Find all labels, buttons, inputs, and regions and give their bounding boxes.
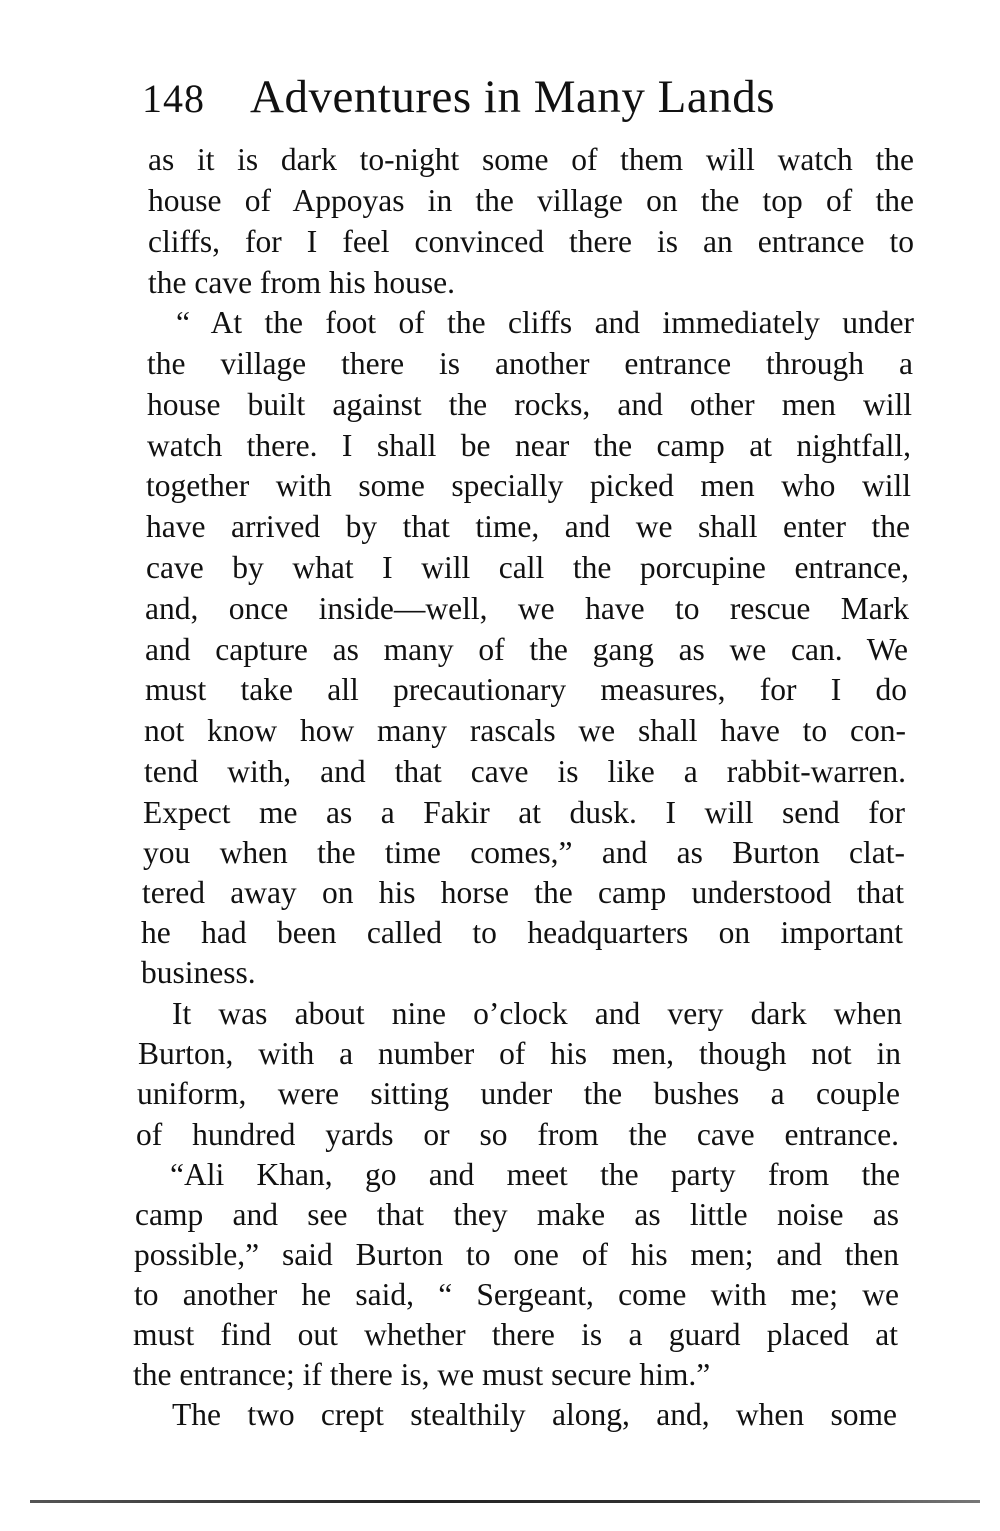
text-line: to another he said, “ Sergeant, come with me; we xyxy=(134,1277,899,1312)
text-line: business. xyxy=(141,955,256,990)
text-line: not know how many rascals we shall have to con- xyxy=(144,713,906,748)
text-line: watch there. I shall be near the camp at nightfall, xyxy=(147,428,911,463)
text-line: together with some specially picked men who will xyxy=(146,468,911,503)
text-line: house built against the rocks, and other men will xyxy=(147,387,912,422)
text-line: cave by what I will call the porcupine entrance, xyxy=(146,550,909,585)
text-line: the cave from his house. xyxy=(148,265,456,300)
page-number: 148 xyxy=(142,76,205,121)
text-line: possible,” said Burton to one of his men; and then xyxy=(134,1237,899,1272)
text-line: as it is dark to-night some of them will watch the xyxy=(148,142,914,177)
bottom-rule xyxy=(30,1500,980,1503)
text-line: have arrived by that time, and we shall enter the xyxy=(146,509,910,544)
text-line: of hundred yards or so from the cave entrance. xyxy=(136,1117,899,1152)
text-line: must find out whether there is a guard placed at xyxy=(133,1317,898,1352)
text-line: uniform, were sitting under the bushes a couple xyxy=(137,1076,900,1111)
text-line: the village there is another entrance through a xyxy=(147,346,913,381)
text-line: you when the time comes,” and as Burton clat- xyxy=(143,835,905,870)
text-line: and capture as many of the gang as we can. We xyxy=(145,632,908,667)
text-line: Expect me as a Fakir at dusk. I will send for xyxy=(143,795,905,830)
text-line: house of Appoyas in the village on the top of the xyxy=(148,183,914,218)
text-line: tend with, and that cave is like a rabbit-warren. xyxy=(144,754,906,789)
text-line: camp and see that they make as little noise as xyxy=(135,1197,899,1232)
text-line: “ At the foot of the cliffs and immediately under xyxy=(176,305,914,340)
text-line: The two crept stealthily along, and, when some xyxy=(172,1397,897,1432)
text-line: cliffs, for I feel convinced there is an entrance to xyxy=(148,224,914,259)
running-title: Adventures in Many Lands xyxy=(250,71,775,123)
text-line: “Ali Khan, go and meet the party from the xyxy=(170,1157,900,1192)
text-line: It was about nine o’clock and very dark when xyxy=(172,996,902,1031)
text-line: he had been called to headquarters on important xyxy=(141,915,903,950)
text-line: tered away on his horse the camp understood that xyxy=(142,875,904,910)
text-line: the entrance; if there is, we must secure him.” xyxy=(133,1357,711,1392)
text-line: Burton, with a number of his men, though not in xyxy=(138,1036,901,1071)
text-line: must take all precautionary measures, for I do xyxy=(145,672,907,707)
text-line: and, once inside—well, we have to rescue Mark xyxy=(145,591,909,626)
